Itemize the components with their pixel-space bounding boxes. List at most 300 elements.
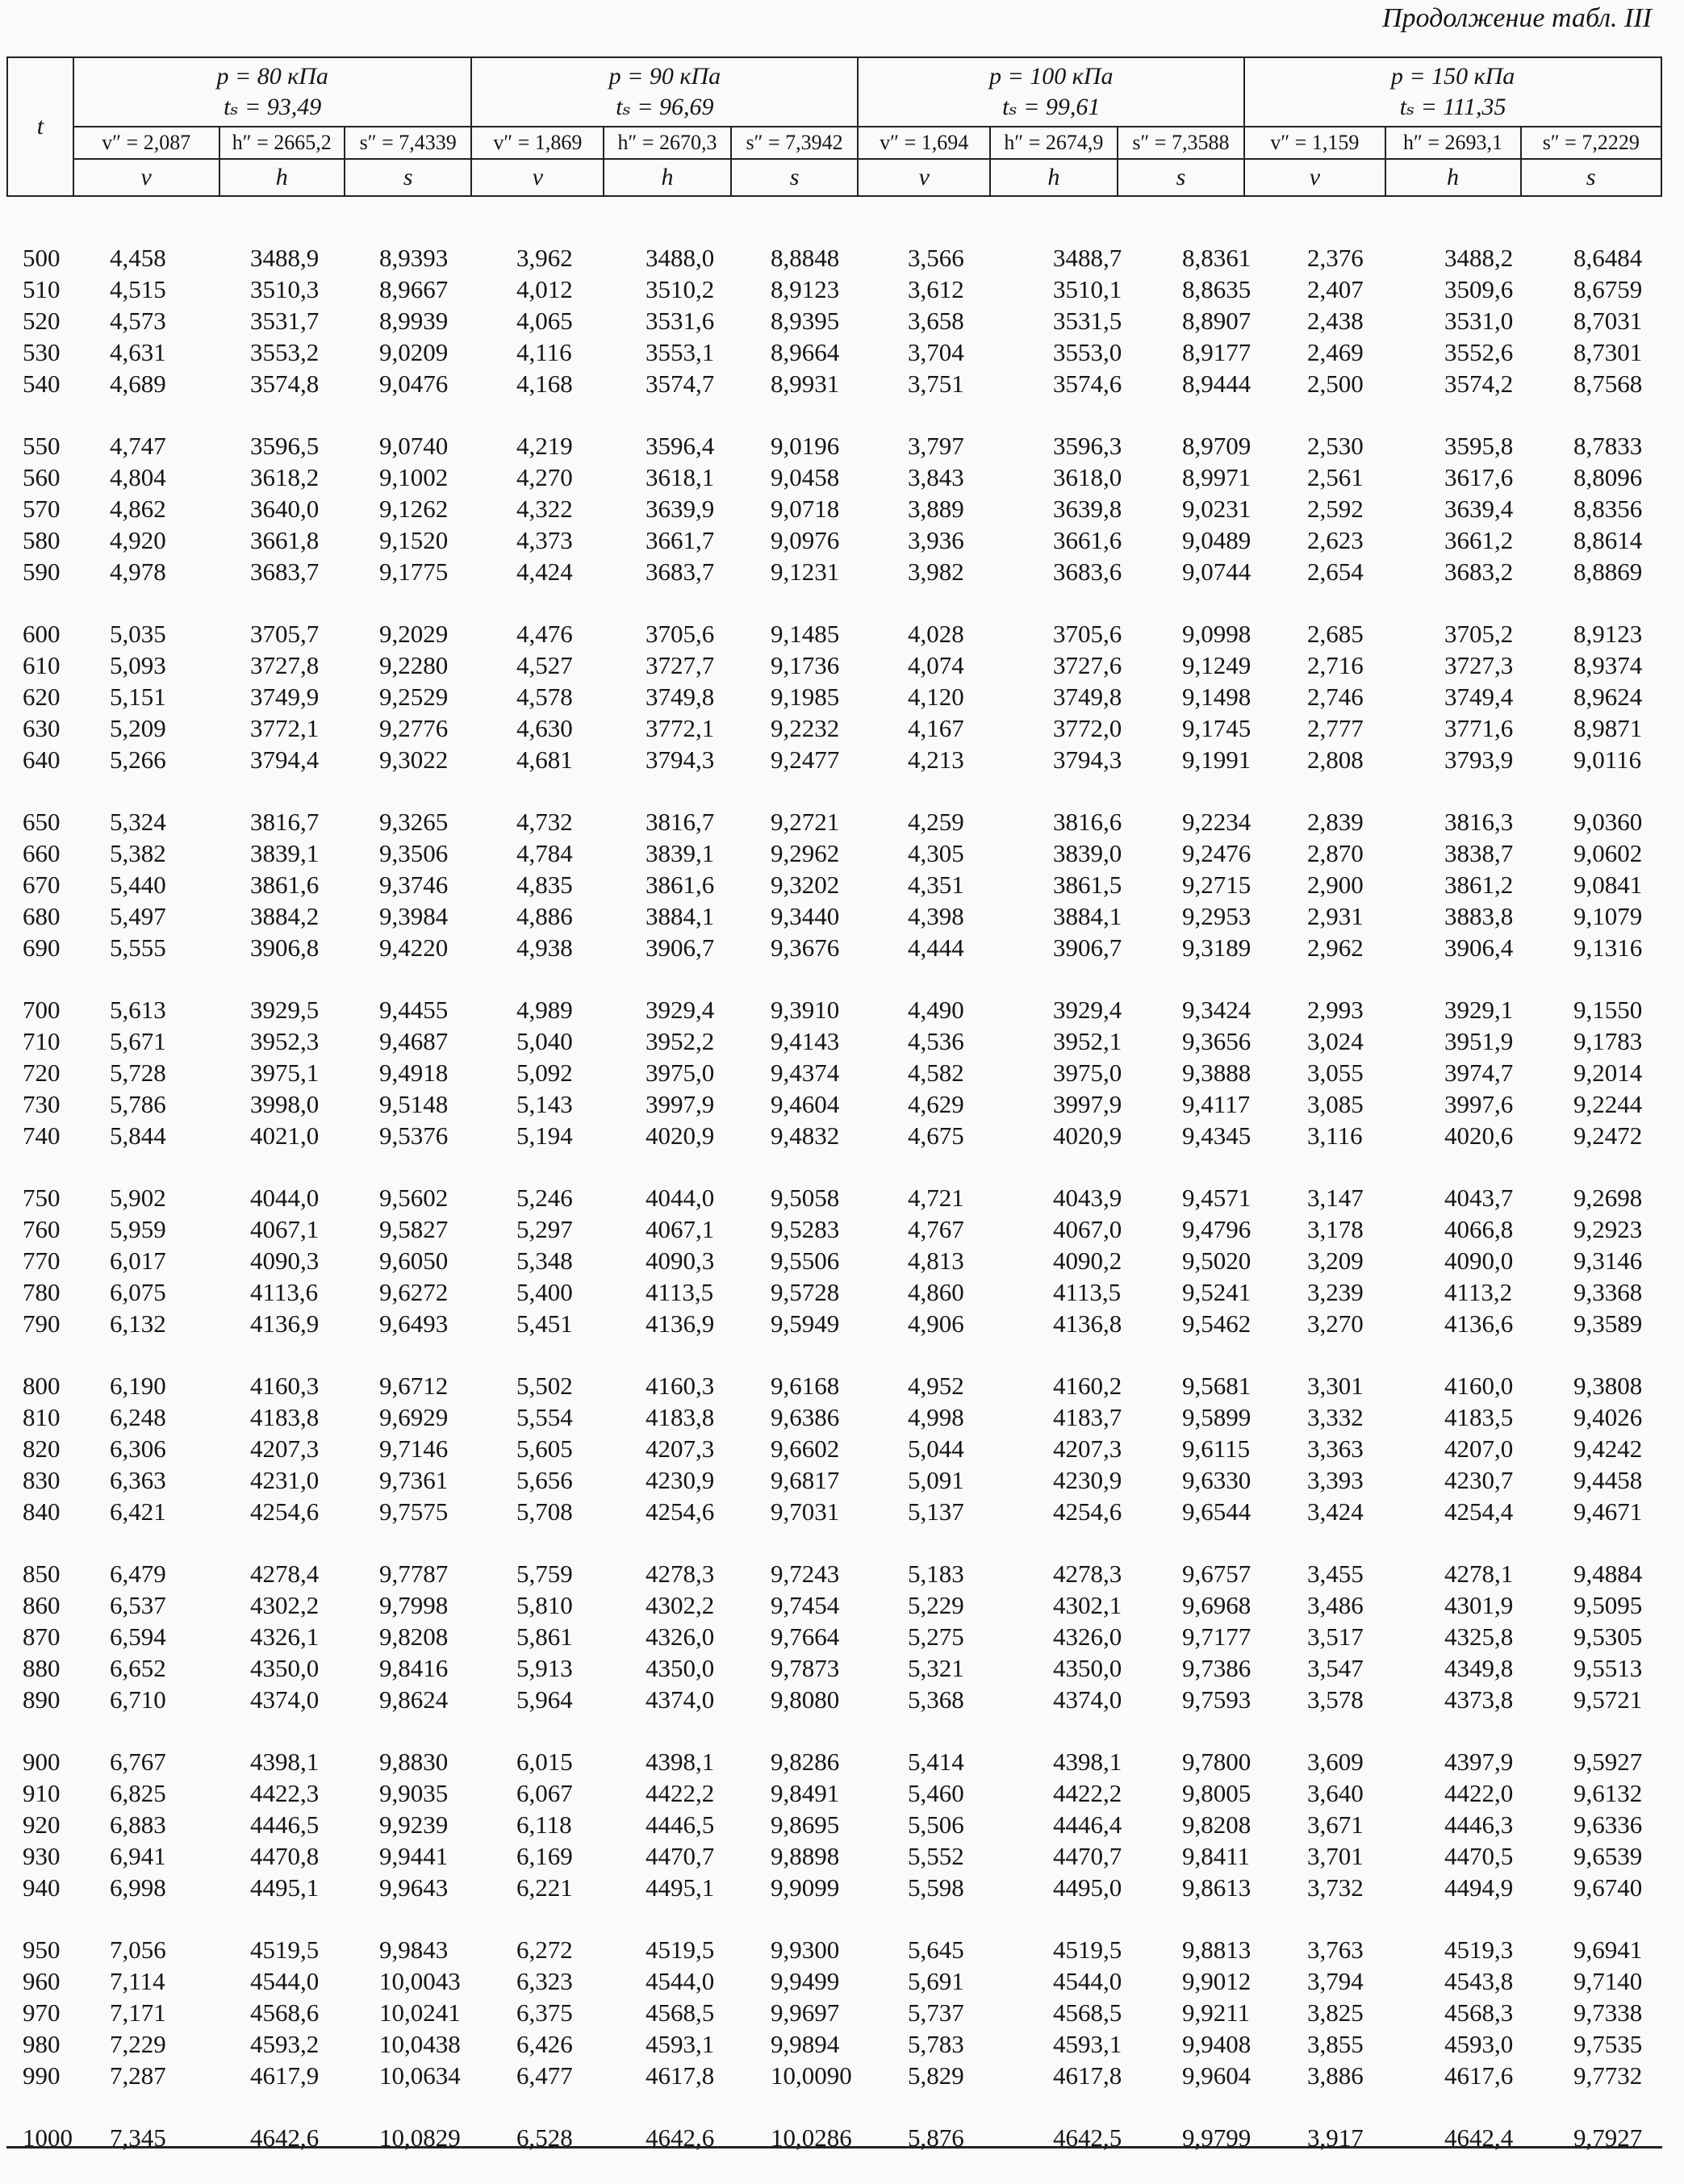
cell-s-150: 9,0602 [1573,839,1643,867]
cell-v-80: 5,902 [110,1184,166,1212]
cell-s-150: 9,6336 [1573,1810,1643,1839]
cell-v-150: 2,469 [1307,338,1364,366]
cell-s-80: 9,5827 [379,1215,449,1243]
cell-v-90: 5,964 [516,1685,573,1714]
cell-s-100: 9,2476 [1182,839,1252,867]
cell-v-90: 4,630 [516,714,573,742]
table-row [0,869,1684,900]
cell-s-80: 10,0241 [379,1998,461,2027]
cell-temperature: 500 [23,244,61,272]
cell-h-150: 4422,0 [1444,1779,1514,1807]
cell-h-100: 4090,2 [1053,1247,1122,1275]
table-row [0,242,1684,274]
cell-temperature: 820 [23,1434,61,1463]
cell-s-150: 8,9123 [1573,620,1643,648]
cell-h-90: 4519,5 [646,1936,715,1964]
pressure-label: p = 80 кПа [216,63,328,90]
cell-v-150: 2,931 [1307,902,1364,930]
cell-h-90: 4374,0 [646,1685,715,1714]
row-group [0,430,1684,587]
cell-s-90: 9,5949 [771,1309,840,1338]
cell-v-100: 4,120 [908,683,964,711]
cell-h-150: 4543,8 [1444,1967,1514,1995]
cell-temperature: 570 [23,495,61,523]
cell-v-90: 5,194 [516,1121,573,1150]
cell-h-90: 3639,9 [646,495,715,523]
cell-s-150: 8,9871 [1573,714,1643,742]
cell-s-150: 9,5305 [1573,1622,1643,1651]
cell-h-100: 3997,9 [1053,1090,1122,1118]
cell-s-90: 8,8848 [771,244,840,272]
cell-v-90: 4,424 [516,557,573,586]
cell-h-90: 3997,9 [646,1090,715,1118]
cell-s-100: 9,9012 [1182,1967,1252,1995]
cell-temperature: 630 [23,714,61,742]
cell-h-80: 4568,6 [250,1998,320,2027]
cell-h-90: 3618,1 [646,463,715,491]
cell-s-150: 9,2244 [1573,1090,1643,1118]
cell-v-90: 4,270 [516,463,573,491]
cell-temperature: 700 [23,996,61,1024]
cell-v-150: 3,116 [1307,1121,1363,1150]
cell-v-100: 3,982 [908,557,964,586]
cell-h-90: 3861,6 [646,871,715,899]
cell-h-100: 4207,3 [1053,1434,1122,1463]
cell-h-80: 4398,1 [250,1748,320,1776]
cell-v-100: 5,552 [908,1842,964,1870]
cell-s-100: 8,9177 [1182,338,1252,366]
cell-s-80: 9,2280 [379,651,449,679]
cell-v-100: 5,645 [908,1936,964,1964]
cell-s-150: 9,5513 [1573,1654,1643,1682]
cell-v-80: 4,747 [110,432,166,460]
cell-temperature: 980 [23,2030,61,2058]
cell-h-90: 3727,7 [646,651,715,679]
cell-v-150: 3,209 [1307,1247,1364,1275]
cell-v-150: 2,438 [1307,307,1364,335]
cell-s-100: 9,1745 [1182,714,1252,742]
table-row [0,305,1684,336]
cell-v-150: 3,055 [1307,1059,1364,1087]
cell-v-100: 4,028 [908,620,964,648]
cell-h-100: 4374,0 [1053,1685,1122,1714]
cell-s-80: 9,6272 [379,1278,449,1306]
cell-h-100: 3839,0 [1053,839,1122,867]
cell-h-90: 4207,3 [646,1434,715,1463]
cell-temperature: 970 [23,1998,61,2027]
col-v: v [73,159,219,196]
cell-s-80: 9,6493 [379,1309,449,1338]
cell-s-100: 9,9604 [1182,2061,1252,2090]
cell-s-150: 9,6132 [1573,1779,1643,1807]
saturated-volume: v″ = 2,087 [73,127,219,159]
cell-h-100: 4398,1 [1053,1748,1122,1776]
cell-v-80: 5,728 [110,1059,166,1087]
cell-s-80: 9,0740 [379,432,449,460]
cell-v-80: 7,229 [110,2030,166,2058]
cell-temperature: 680 [23,902,61,930]
cell-v-150: 3,763 [1307,1936,1364,1964]
cell-v-90: 5,554 [516,1403,573,1431]
col-s: s [1521,159,1661,196]
cell-s-80: 9,9643 [379,1873,449,1902]
pressure-label: p = 100 кПа [989,63,1114,90]
table-row [0,1213,1684,1245]
cell-s-80: 9,9239 [379,1810,449,1839]
cell-h-90: 3772,1 [646,714,715,742]
cell-s-100: 9,5462 [1182,1309,1252,1338]
cell-h-150: 4325,8 [1444,1622,1514,1651]
cell-h-150: 3883,8 [1444,902,1514,930]
cell-h-80: 4254,6 [250,1497,320,1526]
cell-h-90: 4593,1 [646,2030,715,2058]
cell-v-150: 3,424 [1307,1497,1364,1526]
cell-v-80: 5,613 [110,996,166,1024]
cell-h-150: 3683,2 [1444,557,1514,586]
cell-v-80: 5,786 [110,1090,166,1118]
cell-s-90: 10,0286 [771,2123,852,2152]
cell-h-100: 4519,5 [1053,1936,1122,1964]
row-group [0,1558,1684,1715]
cell-v-100: 5,598 [908,1873,964,1902]
cell-s-80: 9,7146 [379,1434,449,1463]
cell-temperature: 930 [23,1842,61,1870]
table-row [0,1276,1684,1308]
cell-v-90: 5,092 [516,1059,573,1087]
saturated-entropy: s″ = 7,3942 [731,127,859,159]
cell-s-90: 9,8080 [771,1685,840,1714]
cell-v-150: 3,609 [1307,1748,1364,1776]
cell-s-150: 9,0360 [1573,808,1643,836]
cell-h-100: 3639,8 [1053,495,1122,523]
cell-v-90: 4,732 [516,808,573,836]
col-v: v [1244,159,1385,196]
cell-s-150: 9,0841 [1573,871,1643,899]
cell-v-80: 7,345 [110,2123,166,2152]
cell-s-80: 9,1002 [379,463,449,491]
cell-h-150: 3531,0 [1444,307,1514,335]
cell-h-100: 3531,5 [1053,307,1122,335]
cell-v-100: 4,398 [908,902,964,930]
cell-h-150: 3574,2 [1444,370,1514,398]
cell-v-150: 2,993 [1307,996,1364,1024]
cell-h-150: 4373,8 [1444,1685,1514,1714]
cell-s-100: 9,8813 [1182,1936,1252,1964]
cell-v-80: 4,862 [110,495,166,523]
cell-h-90: 3488,0 [646,244,715,272]
cell-h-100: 3816,6 [1053,808,1122,836]
cell-v-150: 2,900 [1307,871,1364,899]
cell-s-100: 8,9444 [1182,370,1252,398]
cell-temperature: 920 [23,1810,61,1839]
cell-v-80: 5,093 [110,651,166,679]
cell-v-80: 4,458 [110,244,166,272]
table-row [0,274,1684,305]
cell-s-80: 10,0043 [379,1967,461,1995]
cell-v-150: 2,623 [1307,526,1364,554]
cell-v-100: 3,658 [908,307,964,335]
table-row [0,1840,1684,1872]
cell-s-80: 9,5602 [379,1184,449,1212]
pressure-label: p = 90 кПа [608,63,721,90]
cell-s-100: 9,7593 [1182,1685,1252,1714]
table-row [0,681,1684,712]
cell-s-80: 10,0438 [379,2030,461,2058]
cell-s-90: 9,2477 [771,745,840,774]
cell-s-100: 9,9211 [1182,1998,1251,2027]
cell-v-150: 2,407 [1307,275,1364,303]
cell-s-100: 9,6968 [1182,1591,1252,1619]
cell-h-150: 3705,2 [1444,620,1514,648]
cell-s-80: 9,5376 [379,1121,449,1150]
cell-h-80: 3952,3 [250,1027,320,1055]
cell-h-80: 4090,3 [250,1247,320,1275]
cell-s-80: 8,9667 [379,275,449,303]
cell-h-80: 3749,9 [250,683,320,711]
cell-s-90: 9,7031 [771,1497,840,1526]
cell-v-90: 3,962 [516,244,573,272]
cell-h-90: 3906,7 [646,933,715,962]
cell-temperature: 1000 [23,2123,73,2152]
cell-h-90: 4398,1 [646,1748,715,1776]
cell-v-90: 6,118 [516,1810,572,1839]
cell-v-100: 4,351 [908,871,964,899]
cell-s-80: 9,3022 [379,745,449,774]
cell-h-90: 4302,2 [646,1591,715,1619]
cell-h-150: 3838,7 [1444,839,1514,867]
cell-s-150: 9,5721 [1573,1685,1643,1714]
cell-h-90: 3683,7 [646,557,715,586]
cell-v-80: 6,767 [110,1748,166,1776]
table-row [0,461,1684,493]
cell-s-80: 10,0829 [379,2123,461,2152]
cell-s-90: 9,1736 [771,651,840,679]
cell-v-80: 6,248 [110,1403,166,1431]
cell-v-90: 5,605 [516,1434,573,1463]
cell-s-90: 9,6602 [771,1434,840,1463]
cell-h-150: 3661,2 [1444,526,1514,554]
table-row [0,1809,1684,1840]
cell-h-100: 3574,6 [1053,370,1122,398]
cell-s-80: 9,8416 [379,1654,449,1682]
cell-v-150: 3,085 [1307,1090,1364,1118]
table-row [0,1057,1684,1088]
cell-v-100: 4,906 [908,1309,964,1338]
cell-h-80: 3661,8 [250,526,320,554]
cell-v-90: 6,375 [516,1998,573,2027]
cell-h-150: 4066,8 [1444,1215,1514,1243]
cell-s-90: 9,1485 [771,620,840,648]
cell-temperature: 650 [23,808,61,836]
cell-v-80: 6,594 [110,1622,166,1651]
cell-h-100: 4020,9 [1053,1121,1122,1150]
cell-v-80: 7,287 [110,2061,166,2090]
cell-h-80: 4642,6 [250,2123,320,2152]
cell-h-90: 4350,0 [646,1654,715,1682]
cell-v-150: 2,530 [1307,432,1364,460]
row-group [0,618,1684,775]
cell-s-150: 9,2014 [1573,1059,1643,1087]
cell-h-90: 3952,2 [646,1027,715,1055]
cell-v-90: 5,861 [516,1622,573,1651]
cell-v-150: 3,547 [1307,1654,1364,1682]
cell-s-100: 9,4117 [1182,1090,1251,1118]
saturated-volume: v″ = 1,694 [858,127,990,159]
cell-s-90: 9,8898 [771,1842,840,1870]
cell-s-90: 9,4832 [771,1121,840,1150]
cell-s-90: 8,9123 [771,275,840,303]
cell-temperature: 600 [23,620,61,648]
cell-v-80: 7,056 [110,1936,166,1964]
cell-s-150: 9,4026 [1573,1403,1643,1431]
table-row [0,1182,1684,1213]
cell-s-150: 8,8869 [1573,557,1643,586]
cell-h-150: 3639,4 [1444,495,1514,523]
cell-temperature: 610 [23,651,61,679]
cell-h-100: 3618,0 [1053,463,1122,491]
cell-s-80: 9,3984 [379,902,449,930]
cell-temperature: 520 [23,307,61,335]
cell-s-90: 9,9499 [771,1967,840,1995]
cell-s-100: 9,0744 [1182,557,1252,586]
cell-v-80: 6,190 [110,1372,166,1400]
saturated-volume: v″ = 1,869 [471,127,604,159]
cell-v-100: 4,721 [908,1184,964,1212]
cell-h-90: 3705,6 [646,620,715,648]
cell-v-150: 2,500 [1307,370,1364,398]
cell-v-100: 3,797 [908,432,964,460]
table-row [0,1684,1684,1715]
cell-v-90: 4,476 [516,620,573,648]
cell-s-100: 8,9971 [1182,463,1252,491]
cell-s-150: 8,9624 [1573,683,1643,711]
table-header [6,56,1662,197]
cell-v-100: 4,998 [908,1403,964,1431]
cell-v-100: 5,137 [908,1497,964,1526]
cell-temperature: 730 [23,1090,61,1118]
cell-h-80: 4067,1 [250,1215,320,1243]
cell-v-90: 6,221 [516,1873,573,1902]
row-group [0,2122,1684,2153]
cell-s-100: 9,1249 [1182,651,1252,679]
cell-s-100: 9,0998 [1182,620,1252,648]
cell-s-80: 9,3265 [379,808,449,836]
cell-s-100: 9,5899 [1182,1403,1252,1431]
cell-v-80: 5,440 [110,871,166,899]
row-group [0,806,1684,963]
cell-v-90: 4,578 [516,683,573,711]
bottom-rule [6,2146,1662,2149]
cell-h-80: 3727,8 [250,651,320,679]
cell-v-150: 3,855 [1307,2030,1364,2058]
table-row [0,1965,1684,1997]
cell-s-80: 9,4455 [379,996,449,1024]
cell-h-150: 3997,6 [1444,1090,1514,1118]
cell-h-90: 3596,4 [646,432,715,460]
cell-s-150: 9,5095 [1573,1591,1643,1619]
cell-h-100: 4568,5 [1053,1998,1122,2027]
cell-h-90: 4044,0 [646,1184,715,1212]
table-row [0,336,1684,368]
cell-s-100: 9,7386 [1182,1654,1252,1682]
cell-h-100: 3861,5 [1053,871,1122,899]
cell-v-150: 2,808 [1307,745,1364,774]
cell-s-80: 9,9843 [379,1936,449,1964]
cell-s-80: 8,9393 [379,244,449,272]
cell-v-150: 3,332 [1307,1403,1364,1431]
cell-v-100: 3,843 [908,463,964,491]
cell-h-80: 4136,9 [250,1309,320,1338]
col-h: h [604,159,731,196]
cell-v-90: 6,272 [516,1936,573,1964]
cell-s-80: 9,7998 [379,1591,449,1619]
cell-h-90: 3975,0 [646,1059,715,1087]
cell-s-100: 9,6544 [1182,1497,1252,1526]
temperature-header: t [7,57,73,196]
cell-h-100: 3952,1 [1053,1027,1122,1055]
cell-h-100: 4326,0 [1053,1622,1122,1651]
cell-temperature: 770 [23,1247,61,1275]
cell-v-100: 3,936 [908,526,964,554]
cell-s-90: 9,5506 [771,1247,840,1275]
cell-h-80: 3553,2 [250,338,320,366]
table-row [0,1120,1684,1151]
cell-s-90: 9,7664 [771,1622,840,1651]
cell-s-80: 9,8830 [379,1748,449,1776]
cell-s-90: 9,9697 [771,1998,840,2027]
cell-v-90: 5,759 [516,1560,573,1588]
cell-v-90: 5,913 [516,1654,573,1682]
saturation-temp: tₛ = 111,35 [1399,94,1506,120]
cell-s-80: 9,3506 [379,839,449,867]
cell-v-150: 3,517 [1307,1622,1364,1651]
cell-s-90: 9,3440 [771,902,840,930]
cell-h-90: 4067,1 [646,1215,715,1243]
cell-v-100: 3,889 [908,495,964,523]
cell-v-150: 2,685 [1307,620,1364,648]
cell-s-80: 9,1520 [379,526,449,554]
table-body [0,242,1684,2184]
cell-h-90: 3929,4 [646,996,715,1024]
cell-v-90: 4,065 [516,307,573,335]
cell-v-90: 4,527 [516,651,573,679]
cell-s-80: 10,0634 [379,2061,461,2090]
cell-v-90: 4,373 [516,526,573,554]
cell-v-80: 7,171 [110,1998,166,2027]
cell-s-80: 9,6050 [379,1247,449,1275]
cell-v-80: 4,631 [110,338,166,366]
cell-v-80: 5,844 [110,1121,166,1150]
cell-s-150: 9,7140 [1573,1967,1643,1995]
cell-s-80: 9,0209 [379,338,449,366]
cell-v-90: 4,116 [516,338,572,366]
cell-v-90: 5,400 [516,1278,573,1306]
cell-v-90: 4,989 [516,996,573,1024]
cell-temperature: 880 [23,1654,61,1682]
cell-h-150: 4397,9 [1444,1748,1514,1776]
cell-temperature: 510 [23,275,61,303]
table-row [0,900,1684,932]
cell-v-100: 4,305 [908,839,964,867]
table-row [0,556,1684,587]
cell-h-90: 4254,6 [646,1497,715,1526]
cell-h-80: 4113,6 [250,1278,319,1306]
cell-temperature: 910 [23,1779,61,1807]
cell-h-150: 3861,2 [1444,871,1514,899]
cell-s-90: 9,0458 [771,463,840,491]
cell-v-90: 5,040 [516,1027,573,1055]
table-row [0,837,1684,869]
